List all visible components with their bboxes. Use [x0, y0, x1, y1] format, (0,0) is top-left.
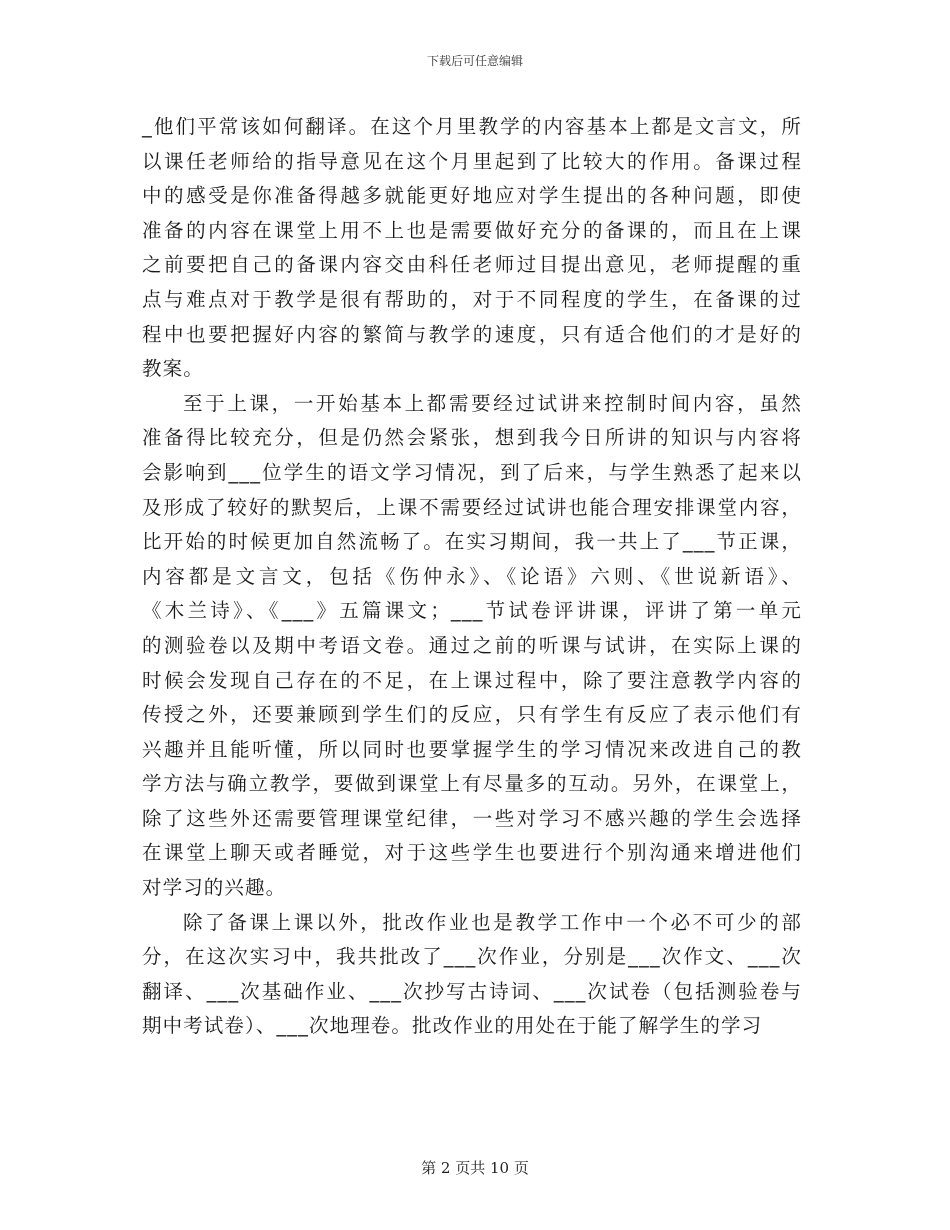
text-line: 比开始的时候更加自然流畅了。在实习期间，我一共上了___节正课，	[142, 530, 802, 554]
text-line: 内容都是文言文，包括《伤仲永》、《论语》六则、《世说新语》、	[142, 564, 802, 588]
page-header: 下载后可任意编辑	[426, 54, 523, 68]
text-line: 以课任老师给的指导意见在这个月里起到了比较大的作用。备课过程	[142, 149, 802, 173]
paragraph	[142, 387, 802, 906]
text-line: 除了备课上课以外，批改作业也是教学工作中一个必不可少的部	[183, 910, 802, 934]
text-line: 会影响到___位学生的语文学习情况，到了后来，与学生熟悉了起来以	[142, 460, 802, 484]
text-line: 对学习的兴趣。	[142, 876, 287, 900]
paragraph	[142, 906, 802, 1044]
text-line: 程中也要把握好内容的繁简与教学的速度，只有适合他们的才是好的	[142, 322, 802, 346]
text-line: _他们平常该如何翻译。在这个月里教学的内容基本上都是文言文，所	[142, 115, 802, 138]
paragraph	[142, 110, 802, 387]
text-line: 学方法与确立教学，要做到课堂上有尽量多的互动。另外，在课堂上，	[142, 772, 802, 796]
text-line: 教案。	[142, 357, 204, 381]
text-line: 中的感受是你准备得越多就能更好地应对学生提出的各种问题，即使	[142, 184, 802, 208]
text-line: 的测验卷以及期中考语文卷。通过之前的听课与试讲，在实际上课的	[142, 633, 802, 657]
text-line: 时候会发现自己存在的不足，在上课过程中，除了要注意教学内容的	[142, 668, 802, 692]
page-number: 第 2 页共 10 页	[421, 1159, 529, 1177]
text-line: 《木兰诗》、《___》五篇课文；___节试卷评讲课，评讲了第一单元	[142, 599, 802, 623]
text-line: 期中考试卷）、___次地理卷。批改作业的用处在于能了解学生的学习	[142, 1014, 763, 1038]
text-line: 至于上课，一开始基本上都需要经过试讲来控制时间内容，虽然	[183, 391, 802, 415]
text-line: 点与难点对于教学是很有帮助的，对于不同程度的学生，在备课的过	[142, 287, 802, 311]
text-line: 及形成了较好的默契后，上课不需要经过试讲也能合理安排课堂内容，	[142, 495, 802, 519]
document-body	[142, 110, 802, 1044]
text-line: 准备的内容在课堂上用不上也是需要做好充分的备课的，而且在上课	[142, 218, 802, 242]
text-line: 在课堂上聊天或者睡觉，对于这些学生也要进行个别沟通来增进他们	[142, 841, 802, 865]
text-line: 准备得比较充分，但是仍然会紧张，想到我今日所讲的知识与内容将	[142, 426, 802, 450]
text-line: 之前要把自己的备课内容交由科任老师过目提出意见，老师提醒的重	[142, 253, 802, 277]
text-line: 分，在这次实习中，我共批改了___次作业，分别是___次作文、___次	[142, 945, 802, 969]
text-line: 翻译、___次基础作业、___次抄写古诗词、___次试卷（包括测验卷与	[142, 979, 802, 1003]
text-line: 兴趣并且能听懂，所以同时也要掌握学生的学习情况来改进自己的教	[142, 737, 802, 761]
text-line: 传授之外，还要兼顾到学生们的反应，只有学生有反应了表示他们有	[142, 703, 802, 727]
text-line: 除了这些外还需要管理课堂纪律，一些对学习不感兴趣的学生会选择	[142, 806, 802, 830]
